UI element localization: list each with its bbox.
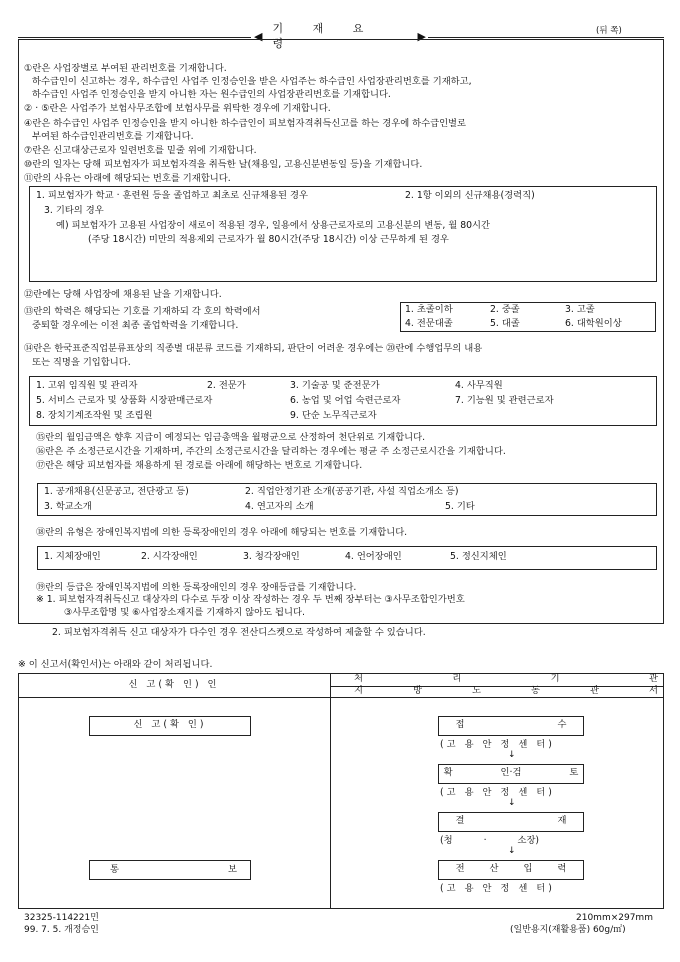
footnote-line: 2. 피보험자격취득 신고 대상자가 다수인 경우 전산디스켓으로 작성하여 제출할 수 있습니다. bbox=[52, 627, 426, 638]
route-option: 5. 기타 bbox=[445, 501, 475, 512]
header-char: 처 bbox=[354, 673, 363, 684]
applicant-header: 신 고(확 인) 인 bbox=[128, 679, 220, 690]
step-receipt-label: 접 수 bbox=[455, 719, 567, 730]
title-divider-left bbox=[18, 37, 251, 38]
header-char: 관 bbox=[590, 685, 599, 696]
disability-option: 1. 지체장애인 bbox=[44, 551, 101, 562]
instruction-line: ⑲란의 등급은 장애인복지법에 의한 등록장애인의 경우 장애등급를 기재합니다. bbox=[36, 582, 357, 593]
instruction-line: ② · ⑤란은 사업주가 보험사무조합에 보험사무를 위탁한 경우에 기재합니다. bbox=[24, 103, 331, 114]
header-char: 서 bbox=[649, 685, 658, 696]
instruction-line: ⑮란의 월임금액은 향후 지급이 예정되는 임금총액을 월평균으로 산정하여 천단위로 기재합니다. bbox=[36, 432, 426, 443]
instruction-line: ①란은 사업장별로 부여된 관리번호를 기재합니다. bbox=[24, 63, 227, 74]
instruction-line: 하수급인 사업주 인정승인을 받지 아니한 자는 원수급인의 사업장관리번호를 기재합니다. bbox=[32, 89, 391, 100]
disability-option: 3. 청각장애인 bbox=[243, 551, 300, 562]
report-box-label: 신 고(확 인) bbox=[133, 719, 207, 730]
paper-spec: (일반용지(재활용품) 60g/㎡) bbox=[510, 925, 626, 935]
education-note: ⑬란의 학력은 해당되는 기호를 기재하되 각 호의 학력에서 bbox=[24, 306, 261, 317]
occupation-option: 3. 기술공 및 준전문가 bbox=[290, 380, 380, 391]
instruction-line: ⑫란에는 당해 사업장에 채용된 날을 기재합니다. bbox=[24, 289, 222, 300]
route-option: 3. 학교소개 bbox=[44, 501, 92, 512]
reason-option: 3. 기타의 경우 bbox=[44, 205, 104, 216]
reason-option: 1. 피보험자가 학교 · 훈련원 등을 졸업하고 최초로 신규채용된 경우 bbox=[36, 190, 308, 201]
footnote-line: ※ 1. 피보험자격취득신고 대상자의 다수로 두장 이상 작성하는 경우 두 번째 장부터는 ③사무조합인가번호 bbox=[36, 594, 465, 605]
header-char: 기 bbox=[550, 673, 560, 684]
step-review-sub: (고 용 안 정 센 터) bbox=[440, 787, 555, 798]
flow-arrow-icon: ↓ bbox=[508, 750, 516, 760]
education-option: 6. 대학원이상 bbox=[565, 318, 622, 329]
occupation-option: 8. 장치기계조작원 및 조립원 bbox=[36, 410, 153, 421]
instruction-line: ⑪란의 사유는 아래에 해당되는 번호를 기재합니다. bbox=[24, 173, 231, 184]
header-char: 동 bbox=[531, 685, 540, 696]
title-label: 기 재 요 령 bbox=[272, 22, 377, 50]
instruction-line: 하수급인이 신고하는 경우, 하수급인 사업주 인정승인을 받은 사업주는 하수급인 사업장관리번호를 기재하고, bbox=[32, 76, 472, 87]
header-char: 리 bbox=[452, 673, 462, 684]
disability-option: 5. 정신지체인 bbox=[450, 551, 507, 562]
step-input-label: 전 산 입 력 bbox=[455, 863, 567, 874]
route-option: 4. 연고자의 소개 bbox=[245, 501, 314, 512]
instruction-line: ④란은 하수급인 사업주 인정승인을 받지 아니한 하수급인이 피보험자격취득신고를 하는 경우에 하수급인별로 bbox=[24, 118, 467, 129]
education-option: 2. 중졸 bbox=[490, 304, 520, 315]
disability-option: 2. 시각장애인 bbox=[141, 551, 198, 562]
occupation-option: 1. 고위 임직원 및 관리자 bbox=[36, 380, 138, 391]
route-option: 1. 공개채용(신문공고, 전단광고 등) bbox=[44, 486, 189, 497]
instruction-line: ⑦란은 신고대상근로자 일련번호를 밑줄 위에 기재합니다. bbox=[24, 145, 257, 156]
occupation-option: 2. 전문가 bbox=[207, 380, 246, 391]
step-approval-sub: (청 · 소장) bbox=[440, 835, 540, 846]
notification-char: 보 bbox=[228, 864, 237, 875]
occupation-option: 4. 사무직원 bbox=[455, 380, 503, 391]
step-input-sub: (고 용 안 정 센 터) bbox=[440, 883, 555, 894]
occupation-option: 5. 서비스 근로자 및 상품화 시장판매근로자 bbox=[36, 395, 213, 406]
education-note: 중퇴할 경우에는 이전 최종 졸업학력을 기재합니다. bbox=[32, 320, 239, 331]
education-option: 1. 초졸이하 bbox=[405, 304, 453, 315]
header-char: 지 bbox=[354, 685, 363, 696]
table-divider bbox=[330, 673, 331, 909]
reason-option: 2. 1항 이외의 신규채용(경력직) bbox=[405, 190, 535, 201]
occupation-note: ⑭란은 한국표준직업분류표상의 직종별 대분류 코드를 기재하되, 판단이 어려운 경우에는 ⑳란에 수행업무의 내용 bbox=[24, 343, 483, 354]
instruction-line: ⑯란은 주 소정근로시간을 기재하며, 주간의 소정근로시간을 달리하는 경우에는 평균 주 소정근로시간을 기재합니다. bbox=[36, 446, 506, 457]
flow-arrow-icon: ↓ bbox=[508, 846, 516, 856]
instruction-line: ⑩란의 일자는 당해 피보험자가 피보험자격을 취득한 날(채용일, 고용신분변동일 등)을 기재합니다. bbox=[24, 159, 423, 170]
flow-arrow-icon: ↓ bbox=[508, 798, 516, 808]
form-code: 32325-114221민 bbox=[24, 913, 99, 923]
step-approval-label: 결 재 bbox=[455, 815, 567, 826]
title-right-arrow-icon: ▶ bbox=[417, 29, 426, 43]
occupation-option: 7. 기능원 및 관련근로자 bbox=[455, 395, 554, 406]
title-divider-right bbox=[428, 37, 664, 38]
reason-example: (주당 18시간) 미만의 적용제외 근로자가 월 80시간(주당 18시간) 이상 근무하게 된 경우 bbox=[88, 234, 449, 245]
route-option: 2. 직업안정기관 소개(공공기관, 사설 직업소개소 등) bbox=[245, 486, 459, 497]
occupation-note: 또는 직명을 기입합니다. bbox=[32, 357, 131, 368]
title-left-arrow-icon: ◀ bbox=[254, 29, 263, 43]
step-receipt-sub: (고 용 안 정 센 터) bbox=[440, 739, 555, 750]
reason-example: 예) 피보험자가 고용된 사업장이 새로이 적용된 경우, 일용에서 상용근로자로의 고용신분의 변동, 월 80시간 bbox=[56, 220, 491, 231]
header-char: 관 bbox=[648, 673, 658, 684]
process-caption: ※ 이 신고서(확인서)는 아래와 같이 처리됩니다. bbox=[18, 659, 213, 670]
header-char: 방 bbox=[413, 685, 422, 696]
notification-char: 통 bbox=[110, 864, 119, 875]
occupation-option: 9. 단순 노무직근로자 bbox=[290, 410, 377, 421]
footnote-line: ③사무조합명 및 ⑥사업장소재지를 기재하지 않아도 됩니다. bbox=[64, 607, 305, 618]
instruction-line: 부여된 하수급인관리번호를 기재합니다. bbox=[32, 131, 194, 142]
occupation-option: 6. 농업 및 어업 숙련근로자 bbox=[290, 395, 401, 406]
header-char: 노 bbox=[472, 685, 481, 696]
instruction-line: ⑱란의 유형은 장애인복지법에 의한 등록장애인의 경우 아래에 해당되는 번호를 기재합니다. bbox=[36, 527, 408, 538]
education-option: 3. 고졸 bbox=[565, 304, 595, 315]
paper-size: 210mm×297mm bbox=[576, 913, 653, 923]
page-side-label: (뒤 쪽) bbox=[596, 26, 622, 36]
disability-option: 4. 언어장애인 bbox=[345, 551, 402, 562]
education-option: 5. 대졸 bbox=[490, 318, 520, 329]
education-option: 4. 전문대졸 bbox=[405, 318, 453, 329]
instruction-line: ⑰란은 해당 피보험자를 채용하게 된 경로를 아래에 해당하는 번호로 기재합니다. bbox=[36, 460, 363, 471]
step-review-label: 확 인·검 토 bbox=[443, 767, 579, 778]
form-approval: 99. 7. 5. 개정승인 bbox=[24, 925, 99, 935]
processing-org-subheader bbox=[330, 685, 664, 698]
